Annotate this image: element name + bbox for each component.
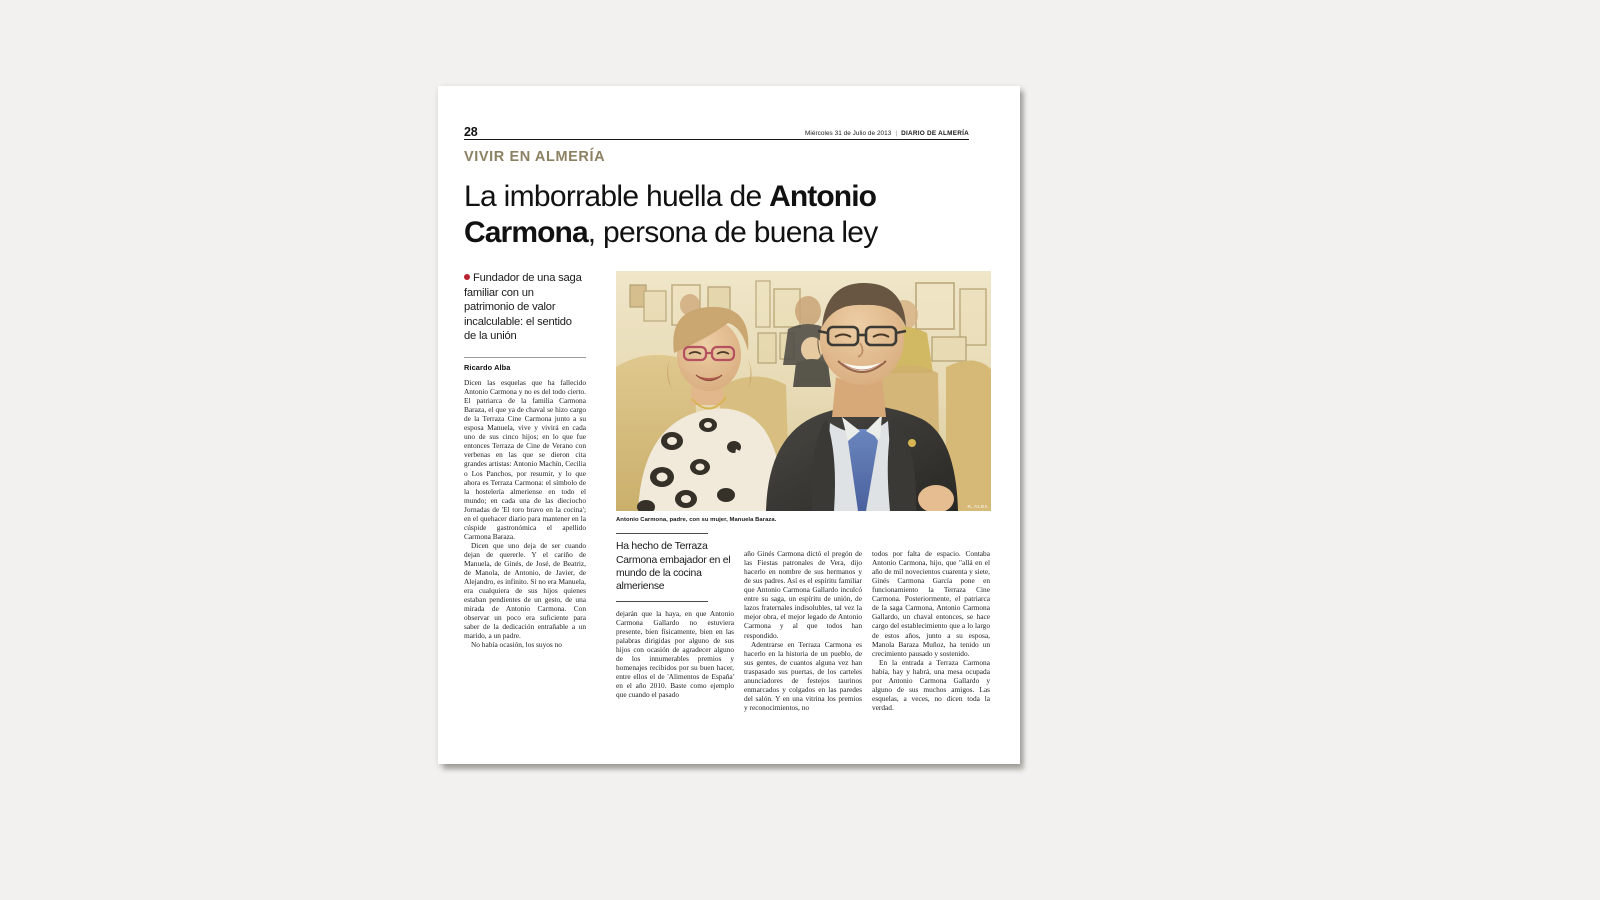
- column-2-text: [616, 609, 734, 699]
- lead-standfirst: [464, 271, 586, 344]
- column-3: [744, 533, 862, 712]
- column-2: [616, 533, 734, 712]
- column-4-text: [872, 549, 990, 712]
- paragraph: todos por falta de espacio. Contaba Antonio Carmona, hijo, que "allá en el año de mil novecientos cuarenta y siete, Ginés Carmona García pone en funcionamiento la Terraza Cine Carmona. Posteriormente, el patriarca de la saga Carmona, Antonio Carmona Gallardo, un chaval entonces, se hace cargo del establecimiento que a lo largo de estos años, junto a su esposa, Manola Baraza Muñoz, ha tenido un crecimiento pausado y sostenido.: [872, 549, 990, 658]
- publication-date: Miércoles 31 de Julio de 2013: [805, 130, 892, 137]
- column-1-text: [464, 378, 586, 649]
- newspaper-page: [438, 86, 1020, 764]
- headline-bold-name: Antonio Carmona: [464, 180, 877, 249]
- folio-masthead: [805, 130, 969, 139]
- article-photo-block: [616, 271, 991, 524]
- headline-part-2: , persona de buena ley: [587, 216, 878, 249]
- column-4-spacer: [872, 533, 990, 549]
- author-byline: Ricardo Alba: [464, 363, 511, 373]
- paragraph: Dicen que uno deja de ser cuando dejan de quererle. Y el cariño de Manuela, de Ginés, de José, de Beatriz, de Manola, de Antonio, de Javier, de Alejandro, es infinito. Si no era Manuela, era cualquiera de sus hijos quienes estaban pendientes de un gesto, de una mirada de Antonio Carmona. Con observar un poco era suficiente para saber de la dedicación entrañable a un marido, a un padre.: [464, 540, 586, 641]
- pullquote-divider-top: [616, 533, 708, 534]
- paragraph: Adentrarse en Terraza Carmona es hacerlo en la historia de un pueblo, de sus gentes, de cuantos alguna vez han traspasado sus puertas, de los carteles anunciadores de festejos taurinos enmarcados y colgados en las paredes del salón. Y en una vitrina los premios y reconocimientos, no: [744, 639, 862, 712]
- folio-separator: |: [895, 130, 898, 137]
- paragraph: Dicen las esquelas que ha fallecido Antonio Carmona y no es del todo cierto. El patriarca de la familia Carmona Baraza, el que ya de chaval se hizo cargo de la Terraza Cine Carmona junto a su esposa Manuela, vive y vivirá en cada uno de sus cinco hijos; en lo que fue entonces Terraza de Cine de Verano con verbenas en las que se dieron cita grandes artistas: Antonio Machín, Cecilia o Los Panchos, por resumir, y lo que ahora es Terraza Carmona: el símbolo de la hostelería almeriense en todo el mundo; en cada una de las dieciocho Jornadas de 'El toro bravo en la cocina'; en el quehacer diario para mantener en la cúspide gastronómica el apellido Carmona Baraza.: [464, 378, 586, 541]
- section-kicker: VIVIR EN ALMERÍA: [464, 149, 606, 165]
- headline-part-1: La imborrable huella de: [464, 180, 770, 213]
- photo-image: [616, 271, 991, 511]
- column-3-text: [744, 549, 862, 712]
- photo-credit: R. ALBA: [967, 504, 988, 510]
- column-3-spacer: [744, 533, 862, 549]
- paragraph: No había ocasión, los suyos no: [471, 640, 562, 650]
- lead-text: Fundador de una saga familiar con un patrimonio de valor incalculable: el sentido de la unión: [464, 272, 582, 343]
- paragraph: En la entrada a Terraza Carmona había, hay y habrá, una mesa ocupada por Antonio Carmona Gallardo y alguno de sus muchos amigos. Las esquelas, a veces, no dicen toda la verdad.: [872, 657, 990, 712]
- paragraph: dejarán que la haya, en que Antonio Carmona Gallardo no estuviera presente, bien físicamente, bien en las palabras dirigidas por alguno de sus hijos con ocasión de agradecer alguno de los innumerables premios y homenajes recibidos por su buen hacer, entre ellos el de 'Alimentos de España' en el año 2010. Baste como ejemplo que cuando el pasado: [616, 608, 734, 700]
- photo-caption: Antonio Carmona, padre, con su mujer, Manuela Baraza.: [616, 517, 777, 524]
- column-4: [872, 533, 990, 712]
- pullquote-divider-bottom: [616, 601, 708, 602]
- page-title: [464, 179, 964, 251]
- page-content-area: [464, 120, 990, 730]
- bullet-icon: [464, 274, 470, 280]
- paragraph: año Ginés Carmona dictó el pregón de las Fiestas patronales de Vera, dijo hacerlo en nombre de sus hermanos y de sus padres. Así es el espíritu familiar que Antonio Carmona Gallardo inculcó entre su saga, un espíritu de unión, de lazos fraternales indisolubles, tal vez la mejor obra, el mejor legado de Antonio Carmona y al que todos han respondido.: [744, 549, 862, 640]
- lower-columns: [616, 533, 991, 712]
- page-number: 28: [464, 125, 478, 139]
- column-left: [464, 271, 586, 649]
- pull-quote: Ha hecho de Terraza Carmona embajador en el mundo de la cocina almeriense: [616, 541, 731, 593]
- folio-bar: [464, 120, 969, 140]
- newspaper-brand: DIARIO DE ALMERÍA: [901, 130, 969, 137]
- byline-divider: [464, 357, 586, 358]
